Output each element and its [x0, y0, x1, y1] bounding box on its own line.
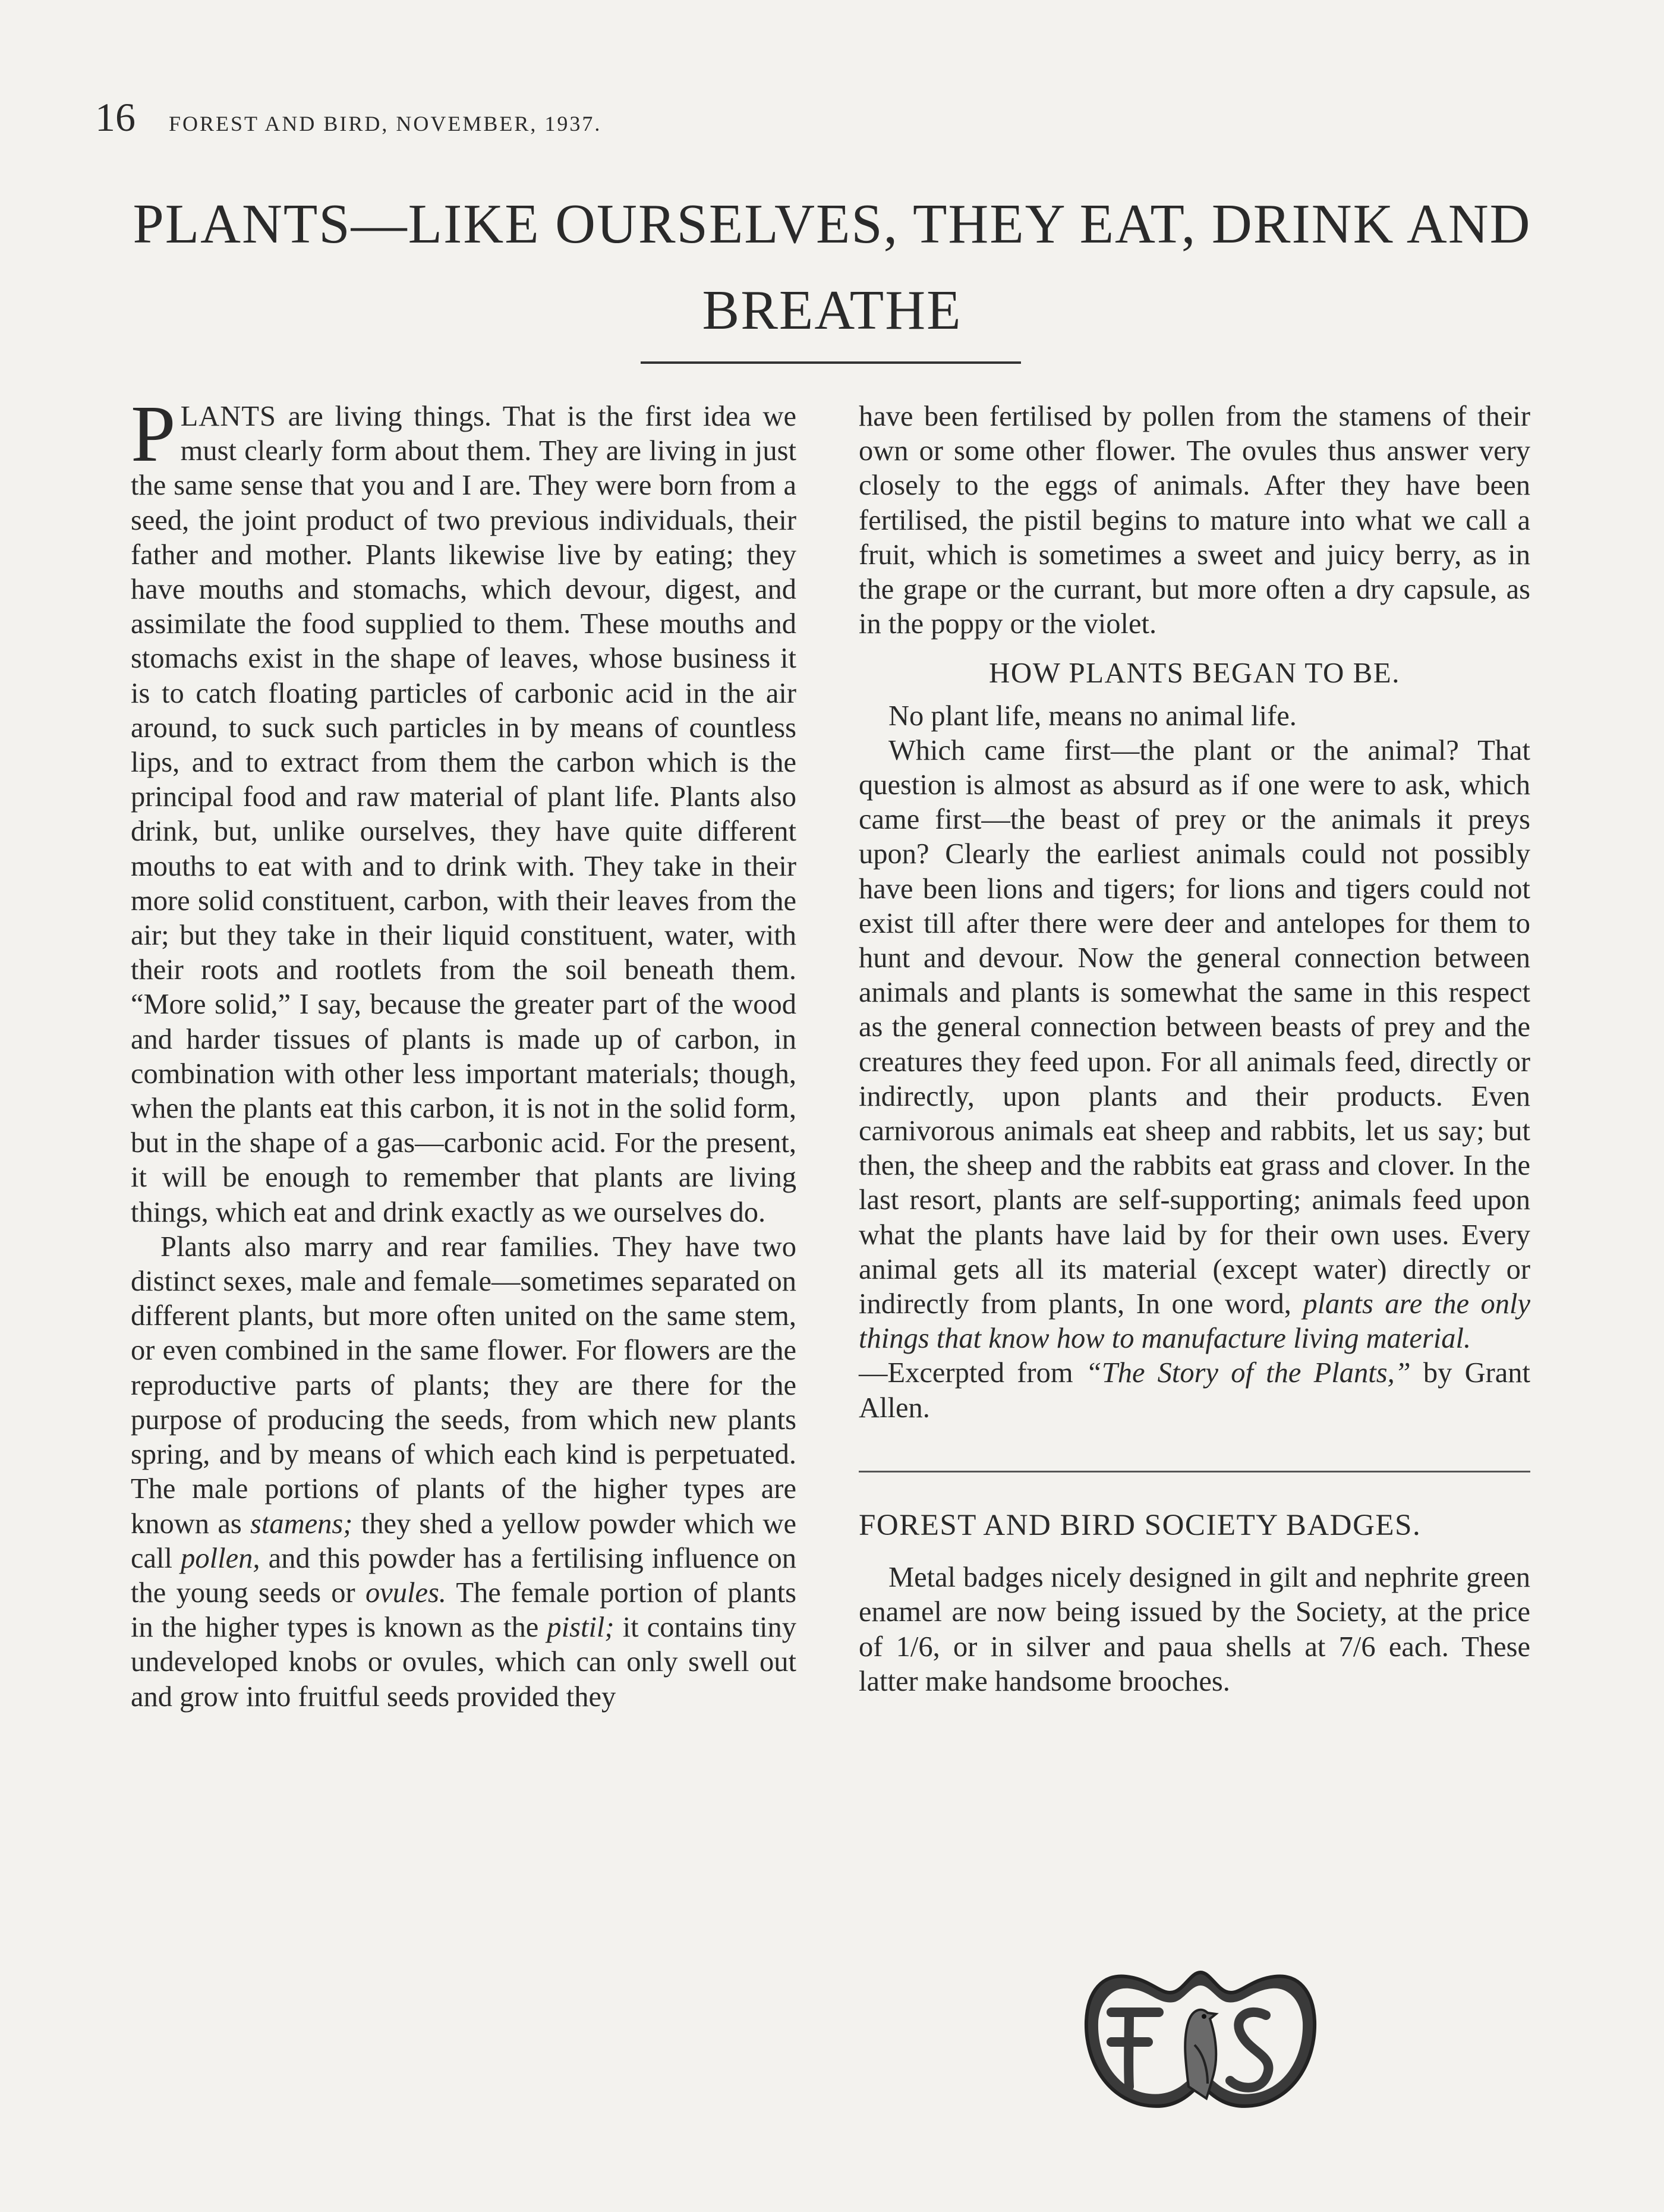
badges-body: Metal badges nicely designed in gilt and nephrite green enamel are now being issued by the Society, at the price of 1/6, or in silver and paua shells at 7/6 each. These latter make handsome brooches. — [859, 1562, 1530, 1697]
title-rule — [641, 361, 1021, 364]
article-column-left — [131, 389, 796, 1714]
paragraph-4: Which came first—the plant or the animal? That question is almost as absurd as if one were to ask, which came first—the beast of prey or the animals it preys upon? Clearly the earliest animals could not possibly have been lions and tigers; for lions and tigers could not exist till after there were deer and antelopes for them to hunt and devour. Now the general connection between animals and plants is somewhat the same in this respect as the general connection between beasts of prey and the creatures they feed upon. For all animals feed, directly or indirectly, upon plants and their products. Even carnivorous animals eat sheep and rabbits, let us say; but then, the sheep and the rabbits eat grass and clover. In the last resort, plants are self-supporting; animals feed upon what the plants have laid by for their own uses. Every animal gets all its material (except water) directly or indirectly from plants, In one word, plants are the only things that know how to manufacture living material. —Excerpted from “The Story of the Plants,” by Grant Allen. — [859, 734, 1531, 1424]
drop-cap: P — [131, 389, 176, 479]
term-pollen: pollen, — [181, 1542, 260, 1574]
source-author: by Grant Allen. — [859, 1357, 1531, 1424]
term-ovules: ovules. — [365, 1577, 446, 1609]
article-column-right — [859, 399, 1530, 1699]
publication-title: FOREST AND BIRD, NOVEMBER, 1937. — [169, 112, 602, 136]
paragraph-1 — [131, 389, 796, 1230]
society-badge-logo — [1070, 1956, 1331, 2116]
term-pistil: pistil; — [547, 1612, 614, 1644]
source-title: “The Story of the Plants,” — [1085, 1357, 1411, 1389]
paragraph-2-tail-right: have been fertilised by pollen from the stamens of their own or some other flower. The ovules thus answer very closely to the eggs of animals. After they have been fertilised, the pistil begins to mature into what we call a fruit, which is sometimes a sweet and juicy berry, as in the grape or the currant, but more often a dry capsule, as in the poppy or the violet. — [859, 401, 1530, 640]
running-head — [95, 94, 601, 141]
article-title: PLANTS—LIKE OURSELVES, THEY EAT, DRINK AND BREATHE — [133, 193, 1531, 341]
paragraph-3: No plant life, means no animal life. — [888, 700, 1297, 732]
paragraph-2-tail-left: it contains tiny undeveloped knobs or ovules, which can only swell out and grow into fruitful seeds provided they — [131, 1612, 796, 1713]
paragraph-2-continued — [859, 399, 1530, 641]
paragraph-2: Plants also marry and rear families. They have two distinct sexes, male and female—sometimes separated on different plants, but more often united on the same stem, or even combined in the same flower. For flowers are the reproductive parts of plants; they are there for the purpose of producing the seeds, from which new plants spring, and by means of which each kind is perpetuated. The male portions of plants of the higher types are known as stamens; they shed a yellow powder which we call pollen, and this powder has a fertilising influence on the young seeds or ovules. The female portion of plants in the higher types is known as the pistil; it contains tiny undeveloped knobs or ovules, which can only swell out and grow into fruitful seeds provided they — [131, 1231, 796, 1713]
badges-heading: FOREST AND BIRD SOCIETY BADGES. — [859, 1508, 1422, 1542]
page-number: 16 — [95, 95, 135, 140]
subheading-how-plants-began: HOW PLANTS BEGAN TO BE. — [989, 656, 1400, 690]
section-divider — [859, 1471, 1530, 1472]
term-stamens: stamens; — [250, 1508, 353, 1540]
lead-caps: LANTS — [180, 401, 276, 432]
emphasis-conclusion: plants are the only things that know how to manufacture living material. — [859, 1288, 1530, 1355]
paragraph-1-text: are living things. That is the first idea we must clearly form about them. They are living in just the same sense that you and I are. They were born from a seed, the joint product of two previous individuals, their father and mother. Plants likewise live by eating; they have mouths and stomachs, which devour, digest, and assimilate the food supplied to them. These mouths and stomachs exist in the shape of leaves, whose business it is to catch floating particles of carbonic acid in the air around, to suck such particles in by means of countless lips, and to extract from them the carbon which is the principal food and raw material of plant life. Plants also drink, but, unlike ourselves, they have quite different mouths to eat with and to drink with. They take in their more solid constituent, carbon, with their leaves from the air; but they take in their liquid constituent, water, with their roots and rootlets from the soil beneath them. “More solid,” I say, because the greater part of the wood and harder tissues of plants is made up of carbon, in combination with other less important materials; though, when the plants eat this carbon, it is not in the solid form, but in the shape of a gas—carbonic acid. For the present, it will be enough to remember that plants are living things, which eat and drink exactly as we ourselves do. — [131, 401, 796, 1228]
